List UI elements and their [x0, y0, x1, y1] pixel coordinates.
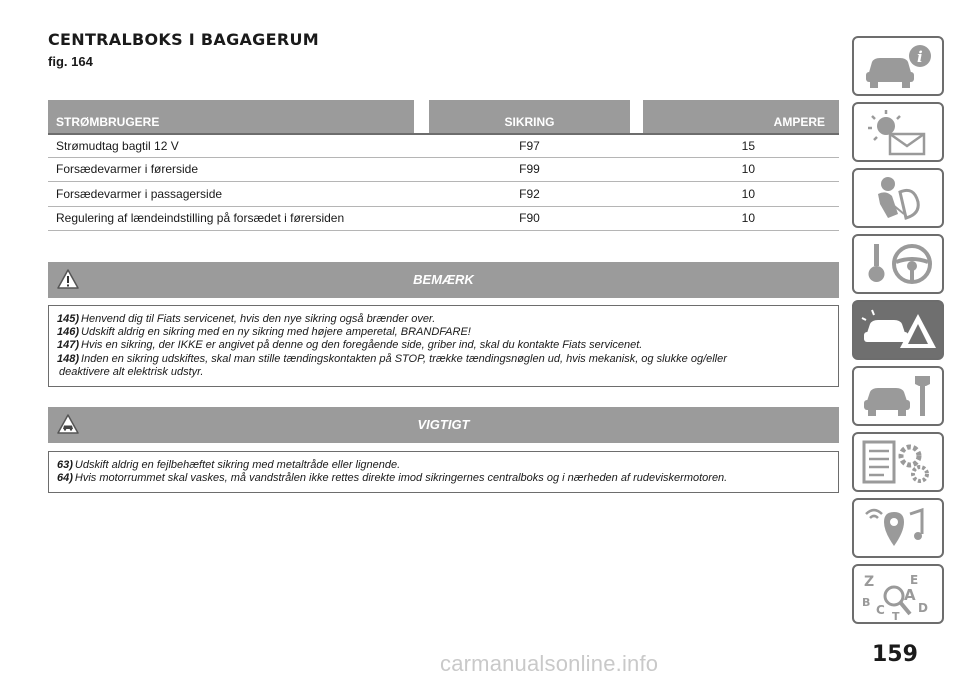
key-steering-wheel-icon: [860, 240, 938, 290]
tab-technical-data[interactable]: [852, 432, 944, 492]
tab-car-info[interactable]: [852, 36, 944, 96]
seat-airbag-icon: [860, 174, 938, 224]
tab-starting-driving[interactable]: [852, 234, 944, 294]
column-header-fuse: SIKRING: [429, 100, 630, 133]
svg-text:E: E: [910, 573, 919, 587]
svg-text:Z: Z: [864, 574, 875, 590]
cell-fuse: F92: [519, 186, 540, 201]
cell-ampere: 10: [741, 211, 755, 226]
item-number: 147): [57, 339, 80, 352]
item-text: Inden en sikring udskiftes, skal man stille tændingskontakten på STOP, trække tændingsnøglen ud, hvis mekanisk, og slukke og/eller: [81, 352, 727, 365]
cell-consumer: Forsædevarmer i førerside: [56, 162, 199, 177]
svg-text:D: D: [918, 601, 928, 615]
item-number: 146): [57, 326, 80, 339]
item-number: 63): [57, 459, 73, 471]
svg-text:T: T: [892, 610, 900, 620]
document-gears-icon: [860, 438, 938, 488]
figure-reference: fig. 164: [48, 54, 93, 69]
page-number: 159: [872, 642, 918, 667]
item-number: 148): [57, 352, 80, 365]
tab-emergency[interactable]: [852, 300, 944, 360]
tab-warning-lights[interactable]: [852, 102, 944, 162]
cell-fuse: F99: [519, 162, 540, 177]
notice-box: [48, 305, 839, 387]
cell-ampere: 15: [741, 138, 755, 153]
table-row: [48, 158, 839, 183]
item-text: Udskift aldrig en sikring med en ny sikring med højere amperetal, BRANDFARE!: [81, 326, 471, 339]
important-title: VIGTIGT: [417, 417, 470, 432]
important-bar: [48, 407, 839, 443]
important-item: [57, 459, 830, 472]
item-number: 145): [57, 313, 80, 325]
table-row: [48, 133, 839, 158]
media-location-icon: [860, 504, 938, 554]
car-breakdown-warning-icon: [860, 306, 938, 356]
fuse-table: [48, 100, 839, 231]
item-number: 64): [57, 472, 73, 485]
cell-fuse: F90: [519, 211, 540, 226]
table-row: [48, 207, 839, 232]
item-text: Henvend dig til Fiats servicenet, hvis den nye sikring også brænder over.: [81, 313, 436, 325]
cell-consumer: Forsædevarmer i passagerside: [56, 186, 223, 201]
column-header-ampere: AMPERE: [643, 100, 839, 133]
item-text: Hvis en sikring, der IKKE er angivet på denne og den foregående side, griber ind, skal du kontakte Fiats servicenet.: [81, 339, 643, 352]
page-title: CENTRALBOKS I BAGAGERUM: [48, 30, 319, 49]
svg-text:B: B: [862, 596, 871, 609]
svg-text:C: C: [876, 603, 885, 617]
table-row: [48, 182, 839, 207]
cell-consumer: Strømudtag bagtil 12 V: [56, 138, 179, 153]
item-text: deaktivere alt elektrisk udstyr.: [59, 365, 204, 378]
notice-title: BEMÆRK: [413, 272, 474, 287]
warning-light-envelope-icon: [860, 108, 938, 158]
column-header-consumers: STRØMBRUGERE: [48, 100, 414, 133]
item-text: Udskift aldrig en fejlbehæftet sikring med metaltråde eller lignende.: [74, 459, 401, 471]
tab-maintenance[interactable]: [852, 366, 944, 426]
svg-text:i: i: [917, 48, 923, 66]
tab-multimedia[interactable]: [852, 498, 944, 558]
car-info-icon: [860, 42, 938, 92]
car-wrench-icon: [860, 372, 938, 422]
tab-safety[interactable]: [852, 168, 944, 228]
cell-ampere: 10: [741, 186, 755, 201]
notice-bar: [48, 262, 839, 298]
cell-fuse: F97: [519, 138, 540, 153]
important-item: [57, 472, 830, 485]
tab-index[interactable]: [852, 564, 944, 624]
notice-item: [57, 353, 830, 366]
table-header: [48, 100, 839, 133]
item-text: Hvis motorrummet skal vaskes, må vandstrålen ikke rettes direkte imod sikringernes centralboks og i nærheden af rudeviskermotoren.: [74, 472, 728, 485]
notice-item: [57, 366, 830, 379]
notice-item: [57, 313, 830, 326]
cell-ampere: 10: [741, 162, 755, 177]
cell-consumer: Regulering af lændeindstilling på forsædet i førersiden: [56, 211, 345, 226]
alphabetical-index-icon: [860, 570, 938, 620]
svg-text:A: A: [904, 586, 916, 604]
notice-item: [57, 326, 830, 339]
notice-item: [57, 339, 830, 352]
watermark: carmanualsonline.info: [440, 651, 659, 676]
important-box: [48, 451, 839, 493]
